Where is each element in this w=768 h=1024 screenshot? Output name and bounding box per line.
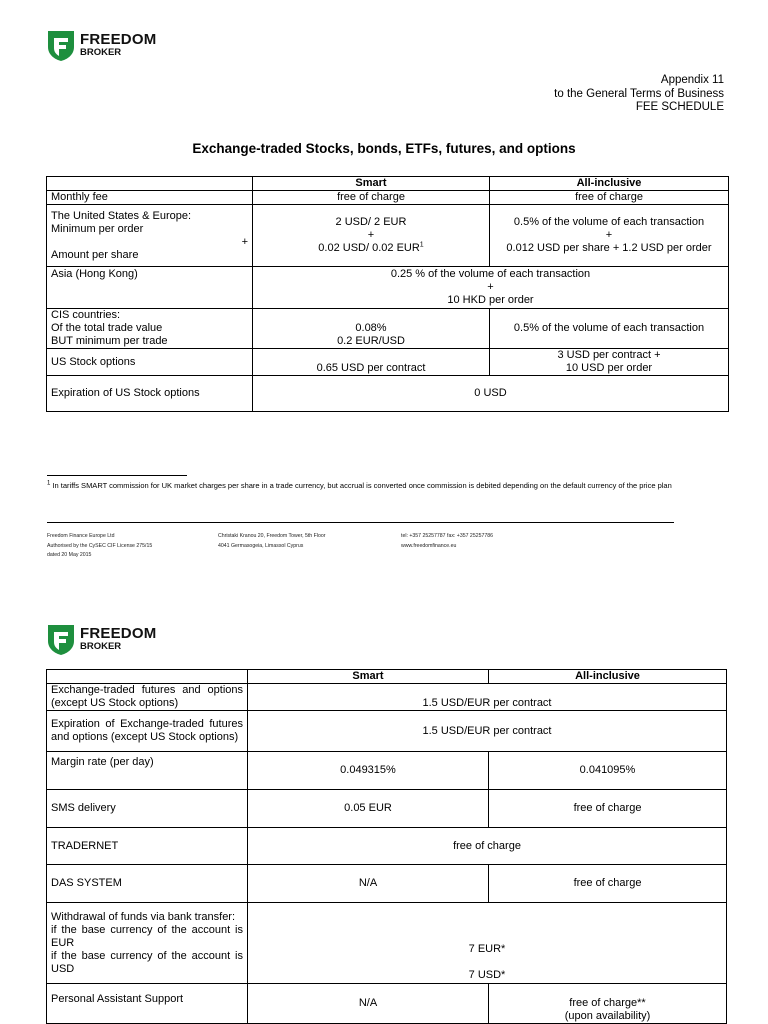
- cell-all-inclusive: free of charge: [489, 865, 727, 903]
- row-label: Exchange-traded futures and options (except US Stock options): [47, 684, 248, 711]
- fee-table-2: [46, 669, 727, 1024]
- row-label: DAS SYSTEM: [47, 865, 248, 903]
- value-line: 10 HKD per order: [447, 294, 534, 306]
- footnote-ref: 1: [419, 241, 424, 249]
- brand-sub: BROKER: [80, 641, 122, 652]
- appendix-line3: FEE SCHEDULE: [635, 101, 724, 113]
- row-label: Expiration of Exchange-traded futures and options (except US Stock options): [47, 711, 248, 752]
- cell-all-inclusive: 0.5% of the volume of each transaction: [490, 309, 729, 349]
- row-label: SMS delivery: [47, 790, 248, 828]
- value-line: (upon availability): [564, 1010, 651, 1022]
- value-line: 0.012 USD per share + 1.2 USD per order: [506, 242, 712, 254]
- footer-line: Authorised by the CySEC CIF License 275/15: [47, 542, 153, 549]
- brand-sub: BROKER: [80, 47, 122, 58]
- row-label: [47, 903, 248, 984]
- footer-contact: [401, 532, 493, 551]
- header-empty-cell: [47, 670, 248, 684]
- label-line: Amount per share: [51, 248, 139, 261]
- cell-merged: 0 USD: [253, 376, 729, 412]
- cell-merged: [253, 267, 729, 309]
- table-row-us-stock-options: [47, 349, 729, 376]
- table-row-cis: [47, 309, 729, 349]
- table-row-withdrawal: [47, 903, 727, 984]
- value-text: 0.02 USD/ 0.02 EUR: [318, 242, 420, 254]
- table-header-row: [47, 177, 729, 191]
- table-row-monthly-fee: [47, 191, 729, 205]
- footer-line: Freedom Finance Europe Ltd: [47, 533, 115, 539]
- shield-logo-icon: [47, 624, 75, 656]
- label-line: CIS countries:: [51, 309, 121, 321]
- table-header-row: [47, 670, 727, 684]
- value-line: 2 USD/ 2 EUR: [335, 216, 407, 228]
- label-line: The United States & Europe:: [51, 209, 192, 222]
- cell-all-inclusive: free of charge: [490, 191, 729, 205]
- label-line: Minimum per order: [51, 222, 144, 235]
- value-line: [257, 242, 485, 255]
- footer-address: [218, 532, 325, 551]
- footer-separator: [47, 522, 674, 523]
- footer-company: [47, 532, 152, 561]
- cell-smart: 0.05 EUR: [248, 790, 489, 828]
- header-empty-cell: [47, 177, 253, 191]
- fee-table-1: [46, 176, 729, 412]
- header-all-inclusive: All-inclusive: [489, 670, 727, 684]
- table-row-tradernet: [47, 828, 727, 865]
- table-row-assistant: [47, 984, 727, 1024]
- label-line: if the base currency of the account is USD: [51, 949, 243, 975]
- footer-line: www.freedomfinance.eu: [401, 542, 457, 549]
- cell-smart: N/A: [248, 865, 489, 903]
- row-label: Monthly fee: [47, 191, 253, 205]
- cell-smart: N/A: [248, 984, 489, 1024]
- value-line: 10 USD per order: [565, 362, 653, 374]
- footnote-text: In tariffs SMART commission for UK market charges per share in a trade currency, but accrual is converted once commission is debited depending on the default currency of the price plan: [52, 481, 672, 490]
- footer-line: Christaki Kranou 20, Freedom Tower, 5th Floor: [218, 533, 326, 539]
- brand-name: FREEDOM: [80, 31, 157, 48]
- header-all-inclusive: All-inclusive: [490, 177, 729, 191]
- label-plus: +: [241, 235, 248, 248]
- freedom-broker-logo: [47, 30, 157, 62]
- footnote-number: 1: [47, 480, 51, 487]
- value-line: 0.2 EUR/USD: [337, 334, 405, 347]
- table-row-futures: [47, 684, 727, 711]
- cell-merged: 1.5 USD/EUR per contract: [248, 684, 727, 711]
- label-line: if the base currency of the account is EUR: [51, 923, 243, 949]
- footer-line: dated 20 May 2015: [47, 552, 92, 558]
- cell-smart: 0.049315%: [248, 752, 489, 790]
- cell-smart: [253, 205, 490, 267]
- row-label: Asia (Hong Kong): [47, 267, 253, 309]
- cell-smart: 0.65 USD per contract: [253, 349, 490, 376]
- page-title: Exchange-traded Stocks, bonds, ETFs, futures, and options: [192, 141, 576, 156]
- value-line: 0.5% of the volume of each transaction: [513, 216, 705, 228]
- cell-merged: 1.5 USD/EUR per contract: [248, 711, 727, 752]
- cell-all-inclusive: 0.041095%: [489, 752, 727, 790]
- row-label: [47, 309, 253, 349]
- value-plus: +: [367, 229, 375, 241]
- cell-smart: [253, 309, 490, 349]
- value-line: 0.08%: [355, 321, 387, 334]
- label-line: Withdrawal of funds via bank transfer:: [51, 910, 236, 923]
- row-label: Margin rate (per day): [47, 752, 248, 790]
- appendix-line2: to the General Terms of Business: [554, 87, 724, 100]
- value-plus: +: [487, 281, 494, 293]
- value-line: 3 USD per contract +: [557, 349, 661, 361]
- freedom-broker-logo: [47, 624, 157, 656]
- row-label: US Stock options: [47, 349, 253, 376]
- label-line: Of the total trade value: [51, 322, 163, 334]
- table-row-sms: [47, 790, 727, 828]
- cell-smart: free of charge: [253, 191, 490, 205]
- table-row-expiration: [47, 376, 729, 412]
- table-row-das: [47, 865, 727, 903]
- label-line: BUT minimum per trade: [51, 335, 168, 347]
- table-row-margin-rate: [47, 752, 727, 790]
- value-line: 7 USD*: [468, 969, 506, 981]
- value-line: 0.25 % of the volume of each transaction: [390, 268, 591, 280]
- footnote-separator: [47, 475, 187, 476]
- appendix-line1: Appendix 11: [660, 74, 724, 86]
- footer-line: tel: +357 25257787 fax: +357 25257786: [401, 533, 494, 539]
- footer-line: 4041 Germasogeia, Limassol Cyprus: [218, 542, 304, 549]
- row-label: [47, 205, 253, 267]
- cell-all-inclusive: [490, 205, 729, 267]
- cell-merged: [248, 903, 727, 984]
- row-label: Expiration of US Stock options: [47, 376, 253, 412]
- value-line: 7 EUR*: [468, 943, 506, 955]
- table-row-futures-expiration: [47, 711, 727, 752]
- table-row-asia: [47, 267, 729, 309]
- cell-all-inclusive: [490, 349, 729, 376]
- table-row-us-europe: [47, 205, 729, 267]
- brand-name: FREEDOM: [80, 625, 157, 642]
- cell-all-inclusive: [489, 984, 727, 1024]
- footnote: [47, 481, 725, 491]
- cell-all-inclusive: free of charge: [489, 790, 727, 828]
- shield-logo-icon: [47, 30, 75, 62]
- value-plus: +: [605, 229, 613, 241]
- row-label: Personal Assistant Support: [47, 984, 248, 1024]
- cell-merged: free of charge: [248, 828, 727, 865]
- appendix-header: [554, 74, 724, 115]
- header-smart: Smart: [253, 177, 490, 191]
- row-label: TRADERNET: [47, 828, 248, 865]
- value-line: free of charge**: [569, 997, 646, 1009]
- header-smart: Smart: [248, 670, 489, 684]
